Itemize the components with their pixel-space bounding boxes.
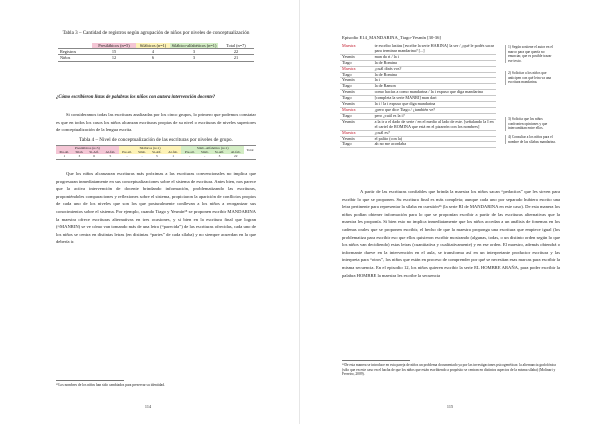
utterance: man da ri / la i bbox=[372, 54, 496, 60]
table4-subheader: Pre-sil. bbox=[56, 150, 73, 154]
speaker: Tiago bbox=[340, 72, 372, 78]
utterance: te escribo lasitas [escribe la serie HARINA] la ser / ¿qué le podés sacar para terminar mandarina? [...] bbox=[372, 44, 496, 54]
footnote: ¹⁵Los nombres de los niños han sido cambiados para preservar su identidad. bbox=[56, 383, 165, 387]
speaker: Tiago bbox=[340, 113, 372, 119]
footnote-rule bbox=[342, 360, 410, 361]
table4 bbox=[56, 145, 256, 160]
table4-subheader: Silab. bbox=[73, 150, 86, 154]
table4-subheader: Al-fab. bbox=[102, 150, 119, 154]
speaker: Yesmín bbox=[340, 119, 372, 130]
table-cell: 3 bbox=[218, 154, 221, 159]
speaker: Yesmín bbox=[340, 102, 372, 108]
table-row bbox=[58, 55, 254, 61]
table-cell: 3 bbox=[170, 49, 218, 55]
page-number: 115 bbox=[446, 404, 454, 409]
table4-subheader: Al-fab. bbox=[165, 150, 182, 154]
table-cell: 3 bbox=[155, 154, 158, 159]
utterance: ¿cuál dirás vos? bbox=[372, 66, 496, 72]
paragraph: A partir de las escrituras confiables que brinda la maestra los niños sacan “pedacitos” que les sirven para escribir lo que se proponen. Su escritura final es más completa; aunque cada uno por separado hubiera escrito una letra pertinente para representar la sílaba en cuestión¹⁶ (la serie RI de MANDARINA en este caso). De esta manera los niños podían obtener información para lo que se proponían escribir a partir de las escrituras alternativas que la maestra les proponía. Si bien esto no implica inmediatamente que los niños accedan a un análisis de fonemas en los cadenas orales que se proponen escribir, el hecho de que la maestra proponga una escritura que empiece igual (los problematiza para escribir eso que ellos quisieron escribir mostrando (algunas, todas, o un distinto orden según lo que los niños van decidiendo) estas letras (cuantitativa y cualitativamente) y en ese orden. El maestro, además obtendrá o informante dueve en la intervención en el aula, se transforma así en un interpretante productor escritura y las interpreta para “otros”, los niños que están en proceso de comprender por qué se necesitan esas marcas para escribir la misma secuencia. En el episodio 12, los niños quieren escribir la serie EL HOMBRE ARAÑA, para poder escribir la palabra HOMBRE la maestra les escribe la secuencia bbox=[342, 189, 560, 278]
utterance: pero ¿cuál es la i? bbox=[372, 113, 496, 119]
table-cell: 1 bbox=[172, 154, 174, 159]
page-number: 114 bbox=[144, 404, 152, 409]
table4-group-silab-alfabetico: Silab.-Alfabético (n=1) bbox=[181, 146, 244, 151]
table-cell: 4 bbox=[136, 49, 170, 55]
paragraph: Si consideramos todas las escrituras analizadas por los cinco grupos, lo primero que podemos constatar es que en todos los casos los niños alcanzan escrituras propias de su nivel o escrituras de niveles superiores de conceptualización de la lengua escrita. bbox=[56, 112, 256, 133]
table3-head-total: Total (n=7) bbox=[218, 43, 254, 49]
table-cell: 21 bbox=[218, 55, 254, 61]
utterance: el palito (con la) bbox=[372, 136, 496, 142]
table4-subheader: Si-Alf. bbox=[149, 150, 165, 154]
speaker: Tiago bbox=[340, 96, 372, 102]
speaker: Yesmín bbox=[340, 90, 372, 96]
table-cell: 22 bbox=[234, 154, 238, 159]
table3-caption: Tabla 3 – Cantidad de registros según agrupación de niños por niveles de conceptualización bbox=[62, 30, 250, 36]
section-question: ¿Cómo escribieron listas de palabras los niños con autora intervención docente? bbox=[56, 95, 216, 100]
utterance: la de Romina bbox=[372, 60, 496, 66]
utterance: ¿cuál es? bbox=[372, 130, 496, 136]
table-row bbox=[56, 154, 256, 159]
utterance: ¿pero que dice Tiago / ¿también ve? bbox=[372, 107, 496, 113]
table-cell: - bbox=[126, 154, 128, 159]
table-cell: 5 bbox=[109, 154, 112, 159]
footnote-rule bbox=[56, 380, 124, 381]
table3-head-silabico-alfabeticos: Silábico-alfabéticos (n=1) bbox=[171, 43, 217, 48]
speaker: Yesmín bbox=[340, 136, 372, 142]
table-cell: 22 bbox=[218, 49, 254, 55]
table-cell: - bbox=[141, 154, 143, 159]
side-note: 2) Solicitar a los niños que anticipen con qué letra va una escritura mandarina. bbox=[505, 71, 556, 85]
right-page bbox=[300, 0, 600, 424]
side-note: 3) Solicita que los niños confronten opiniones y que intercambian entre ellos. bbox=[505, 117, 556, 131]
table4-subheader: Silab. bbox=[135, 150, 148, 154]
speaker: Yesmín bbox=[340, 78, 372, 84]
table4-subheader: Al-fab. bbox=[227, 150, 244, 154]
table-cell: Registros bbox=[58, 49, 92, 55]
table4-subheader: Pre-sil. bbox=[181, 150, 198, 154]
utterance: la de Ramon bbox=[372, 84, 496, 90]
utterance: la i bbox=[372, 78, 496, 84]
table-cell: 3 bbox=[170, 55, 218, 61]
speaker: Maestra bbox=[340, 130, 372, 136]
episode-title: Episodio E14_MANDARINA_Tiago-Yesmín [30-36] bbox=[342, 35, 441, 40]
table-cell: - bbox=[204, 154, 206, 159]
speaker: Maestra bbox=[340, 107, 372, 113]
side-note: 1) Según sostiene el autor en el marco para que quería no enunciar, que es posible trazar ese texto. bbox=[505, 45, 556, 63]
table4-total-label: Total bbox=[246, 148, 254, 153]
dialogue-row bbox=[340, 44, 496, 54]
table-cell: - bbox=[189, 154, 191, 159]
table-cell: 15 bbox=[92, 49, 136, 55]
table-cell: 6 bbox=[136, 55, 170, 61]
table4-group-presilabicos: Presilábicos (n=5) bbox=[56, 146, 119, 151]
dialogue-table bbox=[340, 44, 496, 148]
speaker: Tiago bbox=[340, 142, 372, 148]
table4-caption: Tabla 4 – Nivel de conceptualización de las escrituras por niveles de grupo. bbox=[79, 137, 233, 143]
paragraph: Que los niños alcanzaran escrituras más próximas a las escrituras convencionales no implica que progresaran inmediatamente en sus conceptualizaciones sobre el sistema de escritura. Antes bien, nos parece que la activa intervención de docente brindando información, problematizando las escrituras, proponiéndoles comparaciones y reflexiones sobre el sistema, propiciaron la aparición de conflictos propios de cada uno de los niveles que son los que posturalmente conllevan a los niños a reorganizar sus conocimientos sobre el sistema. Por ejemplo, cuando Tiago y Yesmín¹⁵ se proponen escribir MANDARINA la maestra ofrece escrituras alternativas en tres ocasiones, y si bien en la escritura final que logran (≈MANRIN) se ve cómo van tomando más de una letra (“parecida”) de las escrituras ofrecidas, cada uno de los niños se centra en distintas letras (en distintas “partes” de cada sílaba) y no siempre acuerdan en la que debería ir. bbox=[56, 171, 256, 245]
table-cell: Niños bbox=[58, 55, 92, 61]
table-cell: 1 bbox=[63, 154, 66, 159]
table-cell: 6 bbox=[93, 154, 95, 159]
speaker: Tiago bbox=[340, 60, 372, 66]
dialogue-row bbox=[340, 119, 496, 130]
table-cell: 12 bbox=[92, 55, 136, 61]
table3 bbox=[58, 43, 254, 62]
table-cell: 3 bbox=[78, 154, 81, 159]
table3-head-presilabicos: Presilábicos (n=5) bbox=[92, 43, 136, 49]
speaker: Maestra bbox=[340, 66, 372, 72]
dialogue-row bbox=[340, 142, 496, 148]
speaker: Maestra bbox=[340, 44, 372, 54]
footnote: ¹⁶De esta manera se introduce en esta pareja de niños un problema documentado ya por las investigaciones psicogenéticas: la alternancia grafofónica (sólo que en este caso en el hacha de que los niños que están escribiendo a propósito se centran en distintos aspectos de la misma sílaba) (Molinari y Ferreiro, 2009). bbox=[342, 363, 556, 377]
table4-subheader: Si-Alf. bbox=[86, 150, 102, 154]
utterance: [completa la serie MANRI] man dari bbox=[372, 96, 496, 102]
utterance: como hacías a como mandarina / la i expuso que diga mandarina bbox=[372, 90, 496, 96]
side-note: 4) Consultar a los niños para el nombre de las sílabas mandarina. bbox=[505, 135, 556, 144]
utterance: a la ir a el dado de serie / en el medio al lado de este. [señalando la I en el cartel de ROMINA que está en el pizarrón con los nombres] bbox=[372, 119, 496, 130]
table4-subheader: Pre-sil. bbox=[119, 150, 136, 154]
speaker: Tiago bbox=[340, 84, 372, 90]
table4-subheader: Silab. bbox=[198, 150, 211, 154]
speaker: Yesmín bbox=[340, 54, 372, 60]
table3-head-silabicos: Silábicos (n=1) bbox=[136, 43, 170, 49]
utterance: ah no me acordaba bbox=[372, 142, 496, 148]
table4-subheader: Si-Alf. bbox=[211, 150, 227, 154]
utterance: la i / la i expuso que diga mandarina bbox=[372, 102, 496, 108]
table4-group-silabicos: Silábicos (n=1) bbox=[119, 146, 182, 151]
utterance: la de Romina bbox=[372, 72, 496, 78]
